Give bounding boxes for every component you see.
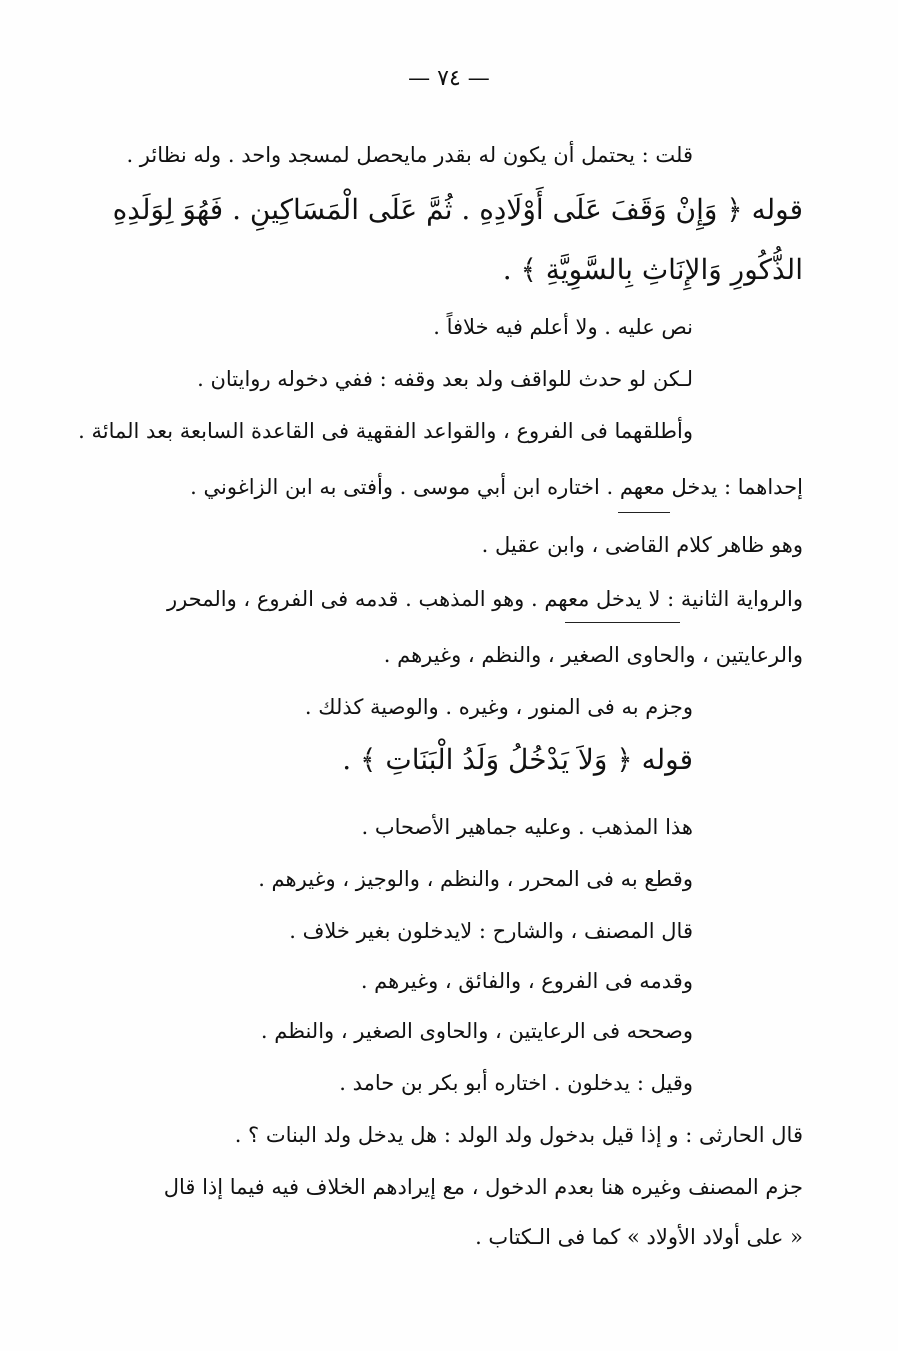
text-line: جزم المصنف وغيره هنا بعدم الدخول ، مع إيرادهم الخلاف فيه فيما إذا قال: [163, 1175, 803, 1199]
text-line: قلت : يحتمل أن يكون له بقدر مايحصل لمسجد واحد . وله نظائر .: [126, 143, 693, 167]
text-line: قال المصنف ، والشارح : لايدخلون بغير خلاف .: [289, 919, 693, 943]
text-line: « على أولاد الأولاد » كما فى الـكتاب .: [475, 1225, 803, 1249]
verse-line: الذُّكُورِ وَالإِنَاثِ بِالسَّوِيَّةِ ﴾ .: [502, 253, 803, 286]
verse-line: قوله ﴿ وَلاَ يَدْخُلُ وَلَدُ الْبَنَاتِ ﴾ .: [342, 743, 693, 776]
text-line: والرعايتين ، والحاوى الصغير ، والنظم ، وغيرهم .: [383, 643, 803, 667]
text-line: قال الحارثى : و إذا قيل بدخول ولد الولد : هل يدخل ولد البنات ؟ .: [234, 1123, 803, 1147]
text-line: وقيل : يدخلون . اختاره أبو بكر بن حامد .: [339, 1071, 693, 1095]
text-line: وهو ظاهر كلام القاضى ، وابن عقيل .: [481, 533, 803, 557]
text-line: وصححه فى الرعايتين ، والحاوى الصغير ، والنظم .: [260, 1019, 693, 1043]
text-line: وقطع به فى المحرر ، والنظم ، والوجيز ، وغيرهم .: [258, 867, 693, 891]
text-line: هذا المذهب . وعليه جماهير الأصحاب .: [361, 815, 693, 839]
underline-rule: [618, 512, 670, 513]
verse-line: قوله ﴿ وَإِنْ وَقَفَ عَلَى أَوْلَادِهِ . ثُمَّ عَلَى الْمَسَاكِينِ . فَهُوَ لِوَلَدِهِ: [112, 193, 803, 226]
underline-rule: [565, 622, 680, 623]
text-line: وجزم به فى المنور ، وغيره . والوصية كذلك .: [304, 695, 693, 719]
text-line: وقدمه فى الفروع ، والفائق ، وغيرهم .: [360, 969, 693, 993]
page-number: — ٧٤ —: [408, 66, 490, 91]
text-line: وأطلقهما فى الفروع ، والقواعد الفقهية فى القاعدة السابعة بعد المائة .: [78, 419, 693, 443]
text-line: إحداهما : يدخل معهم . اختاره ابن أبي موسى . وأفتى به ابن الزاغوني .: [190, 475, 803, 499]
text-line: نص عليه . ولا أعلم فيه خلافاً .: [433, 315, 693, 339]
text-line: لـكن لو حدث للواقف ولد بعد وقفه : ففي دخوله روايتان .: [197, 367, 693, 391]
text-line: والرواية الثانية : لا يدخل معهم . وهو المذهب . قدمه فى الفروع ، والمحرر: [166, 587, 803, 611]
